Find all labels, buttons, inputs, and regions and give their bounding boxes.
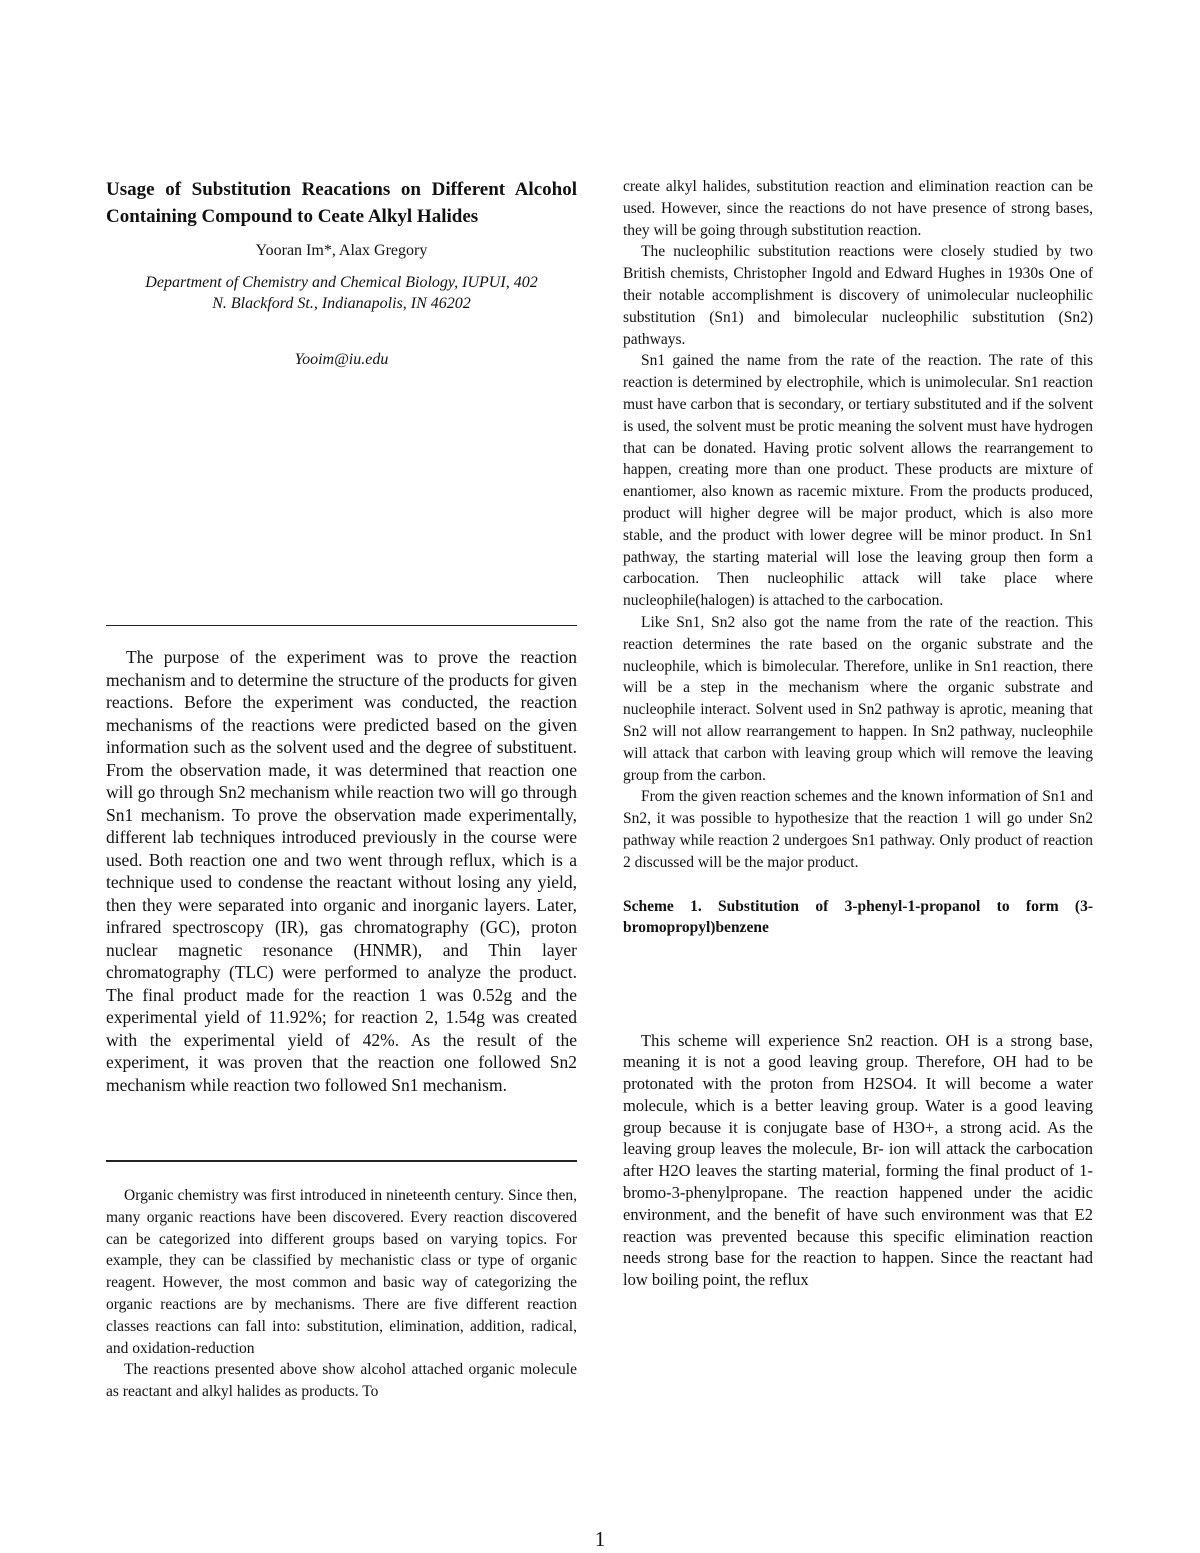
body-paragraph-1: create alkyl halides, substitution reaction and elimination reaction can be used. However, since the reactions do not have presence of strong bases, they will be going through substitution reaction.	[623, 178, 1093, 239]
abstract-top-rule	[106, 625, 577, 626]
body-paragraph-2: The nucleophilic substitution reactions were closely studied by two British chemists, Christopher Ingold and Edward Hughes in 1930s One of their notable accomplishment is discovery of unimolecular nucleophilic substitution (Sn1) and bimolecular nucleophilic substitution (Sn2) pathways.	[623, 243, 1093, 348]
body-paragraph-5: From the given reaction schemes and the known information of Sn1 and Sn2, it was possible to hypothesize that the reaction 1 will go under Sn2 pathway while reaction 2 undergoes Sn1 pathway. Only product of reaction 2 discussed will be the major product.	[623, 788, 1093, 871]
paper-title: Usage of Substitution Reacations on Different Alcohol Containing Compound to Ceate Alkyl Halides	[106, 179, 577, 227]
intro-paragraph-2: The reactions presented above show alcohol attached organic molecule as reactant and alkyl halides as products. To	[106, 1361, 577, 1401]
affiliation	[106, 272, 577, 314]
abstract: The purpose of the experiment was to prove the reaction mechanism and to determine the structure of the products for given reactions. Before the experiment was conducted, the reaction mechanisms of the reactions were predicted based on the given information such as the solvent used and the degree of substituent. From the observation made, it was determined that reaction one will go through Sn2 mechanism while reaction two will go through Sn1 mechanism. To prove the observation made experimentally, different lab techniques introduced previously in the course were used. Both reaction one and two went through reflux, which is a technique used to condense the reactant without losing any yield, then they were separated into organic and inorganic layers. Later, infrared spectroscopy (IR), gas chromatography (GC), proton nuclear magnetic resonance (HNMR), and Thin layer chromatography (TLC) were performed to analyze the product. The final product made for the reaction 1 was 0.52g and the experimental yield of 11.92%; for reaction 2, 1.54g was created with the experimental yield of 42%. As the result of the experiment, it was proven that the reaction one followed Sn2 mechanism while reaction two followed Sn1 mechanism.	[106, 647, 577, 1095]
introduction	[106, 1185, 577, 1403]
affiliation-line-2: N. Blackford St., Indianapolis, IN 46202	[212, 295, 471, 312]
body-paragraph-4: Like Sn1, Sn2 also got the name from the rate of the reaction. This reaction determines the rate based on the organic substrate and the nucleophile, which is bimolecular. Therefore, unlike in Sn1 reaction, there will be a step in the mechanism where the organic substrate and nucleophile interact. Solvent used in Sn2 pathway is aprotic, meaning that Sn2 will not allow rearrangement to happen. In Sn2 pathway, nucleophile will attack that carbon with leaving group which will remove the leaving group from the carbon.	[623, 613, 1093, 784]
body-paragraph-3: Sn1 gained the name from the rate of the reaction. The rate of this reaction is determined by electrophile, which is unimolecular. Sn1 reaction must have carbon that is secondary, or tertiary substituted and if the solvent is used, the solvent must be protic meaning the solvent must have hydrogen that can be donated. Having protic solvent allows the rearrangement to happen, creating more than one product. These products are mixture of enantiomer, also known as racemic mixture. From the products produced, product will higher degree will be major product, which is also more stable, and the product with lower degree will be minor product. In Sn1 pathway, the starting material will lose the leaving group then form a carbocation. Then nucleophilic attack will take place where nucleophile(halogen) is attached to the carbocation.	[623, 352, 1093, 610]
right-column	[623, 176, 1093, 1291]
abstract-bottom-rule	[106, 1160, 577, 1162]
affiliation-line-1: Department of Chemistry and Chemical Biology, IUPUI, 402	[145, 274, 538, 291]
page-number: 1	[594, 1527, 606, 1551]
intro-paragraph-1: Organic chemistry was first introduced in nineteenth century. Since then, many organic reactions have been discovered. Every reaction discovered can be categorized into different groups based on varying topics. For example, they can be classified by mechanistic class or type of organic reagent. However, the most common and basic way of categorizing the organic reactions are by mechanisms. There are five different reaction classes reactions can fall into: substitution, elimination, addition, radical, and oxidation-reduction	[106, 1187, 577, 1357]
header-block	[106, 176, 577, 369]
author-email: Yooim@iu.edu	[294, 351, 389, 368]
body-paragraph-6: This scheme will experience Sn2 reaction. OH is a strong base, meaning it is not a good leaving group. Therefore, OH had to be protonated with the proton from H2SO4. It will become a water molecule, which is a better leaving group. Water is a good leaving group because it is conjugate base of H3O+, a strong acid. As the leaving group leaves the molecule, Br- ion will attack the carbocation after H2O leaves the starting material, forming the final product of 1-bromo-3-phenylpropane. The reaction happened under the acidic environment, and the benefit of have such environment was that E2 reaction was prevented because this specific elimination reaction needs strong base for the reaction to happen. Since the reactant had low boiling point, the reflux	[623, 1030, 1093, 1290]
scheme-caption: Scheme 1. Substitution of 3-phenyl-1-propanol to form (3-bromopropyl)benzene	[623, 897, 1093, 936]
scheme-figure-area	[623, 938, 1093, 1030]
author-list: Yooran Im*, Alax Gregory	[255, 242, 428, 259]
